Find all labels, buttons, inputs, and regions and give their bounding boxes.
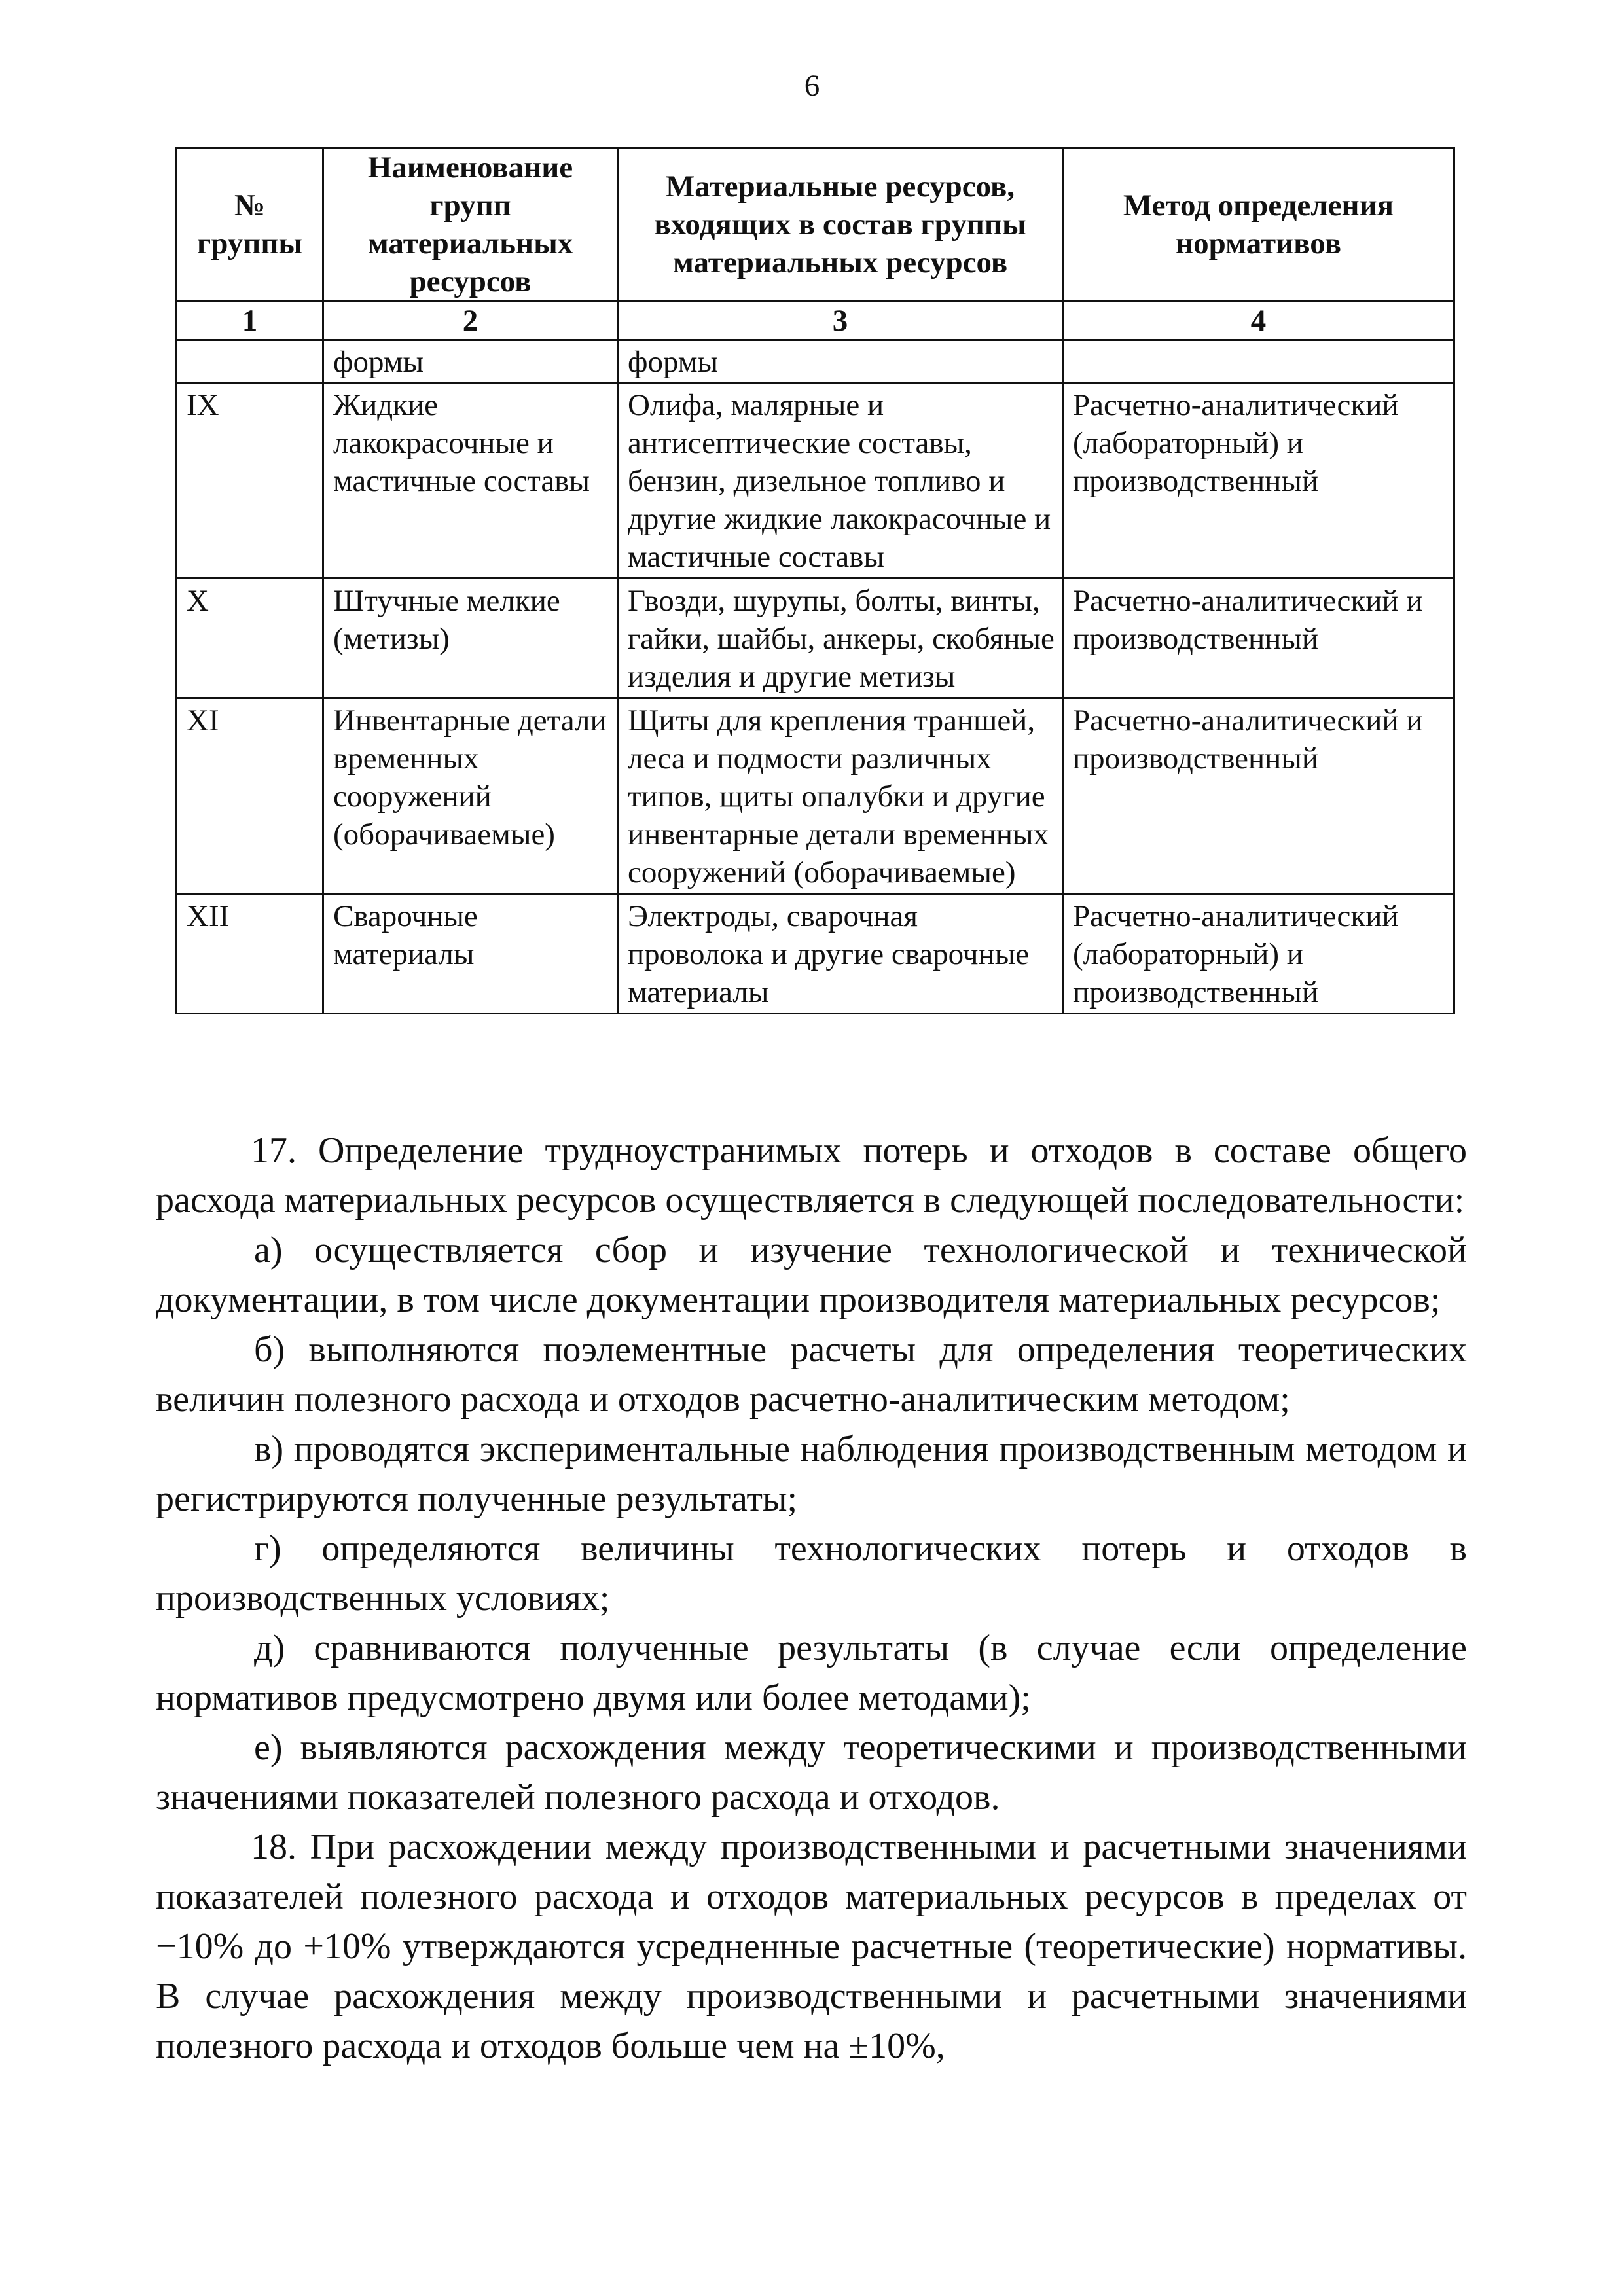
column-number: 2 — [323, 302, 618, 340]
group-number: IX — [177, 383, 323, 579]
group-resources: Щиты для крепления траншей, леса и подмости различных типов, щиты опалубки и другие инвентарные детали временных сооружений (оборачиваемые) — [618, 698, 1063, 894]
group-name: Сварочные материалы — [323, 894, 618, 1014]
continuation-row — [177, 340, 1454, 383]
header-method: Метод определения нормативов — [1063, 148, 1454, 302]
header-resources: Материальные ресурсов, входящих в состав группы материальных ресурсов — [618, 148, 1063, 302]
column-number: 1 — [177, 302, 323, 340]
list-item-e: е) выявляются расхождения между теоретическими и производственными значениями показателей полезного расхода и отходов. — [156, 1727, 1467, 1818]
list-item-a: а) осуществляется сбор и изучение технологической и технической документации, в том числе документации производителя материальных ресурсов; — [156, 1230, 1467, 1320]
group-name: Жидкие лакокрасочные и мастичные составы — [323, 383, 618, 579]
header-group-name: Наименование групп материальных ресурсов — [323, 148, 618, 302]
group-method: Расчетно-аналитический и производственный — [1063, 698, 1454, 894]
table-header-row — [177, 148, 1454, 302]
paragraph-17: 17. Определение трудноустранимых потерь и отходов в составе общего расхода материальных ресурсов осуществляется в следующей последовательности: — [156, 1130, 1467, 1221]
group-name: Инвентарные детали временных сооружений (оборачиваемые) — [323, 698, 618, 894]
list-item-d: д) сравниваются полученные результаты (в случае если определение нормативов предусмотрено двумя или более методами); — [156, 1628, 1467, 1718]
table-cell — [1063, 340, 1454, 383]
column-number: 3 — [618, 302, 1063, 340]
group-resources: Электроды, сварочная проволока и другие сварочные материалы — [618, 894, 1063, 1014]
table-row — [177, 579, 1454, 698]
material-groups-table — [175, 147, 1455, 1014]
paragraph-18: 18. При расхождении между производственными и расчетными значениями показателей полезного расхода и отходов материальных ресурсов в пределах от −10% до +10% утверждаются усредненные расчетные (теоретические) нормативы. В случае расхождения между производственными и расчетными значениями полезного расхода и отходов больше чем на ±10%, — [156, 1827, 1467, 2066]
table-row — [177, 894, 1454, 1014]
group-number: XII — [177, 894, 323, 1014]
group-method: Расчетно-аналитический (лабораторный) и производственный — [1063, 894, 1454, 1014]
header-group-number: № группы — [177, 148, 323, 302]
table-cell: формы — [618, 340, 1063, 383]
table-cell: формы — [323, 340, 618, 383]
table-row — [177, 383, 1454, 579]
column-number: 4 — [1063, 302, 1454, 340]
group-number: X — [177, 579, 323, 698]
group-name: Штучные мелкие (метизы) — [323, 579, 618, 698]
list-item-g: г) определяются величины технологических потерь и отходов в производственных условиях; — [156, 1528, 1467, 1619]
list-item-b: б) выполняются поэлементные расчеты для определения теоретических величин полезного расхода и отходов расчетно-аналитическим методом; — [156, 1329, 1467, 1420]
group-resources: Олифа, малярные и антисептические составы, бензин, дизельное топливо и другие жидкие лакокрасочные и мастичные составы — [618, 383, 1063, 579]
table-cell — [177, 340, 323, 383]
group-method: Расчетно-аналитический и производственный — [1063, 579, 1454, 698]
list-item-v: в) проводятся экспериментальные наблюдения производственным методом и регистрируются полученные результаты; — [156, 1429, 1467, 1519]
page-number: 6 — [804, 69, 820, 103]
group-number: XI — [177, 698, 323, 894]
table-row — [177, 698, 1454, 894]
group-method: Расчетно-аналитический (лабораторный) и производственный — [1063, 383, 1454, 579]
group-resources: Гвозди, шурупы, болты, винты, гайки, шайбы, анкеры, скобяные изделия и другие метизы — [618, 579, 1063, 698]
column-number-row — [177, 302, 1454, 340]
body-text — [156, 1126, 1467, 2071]
